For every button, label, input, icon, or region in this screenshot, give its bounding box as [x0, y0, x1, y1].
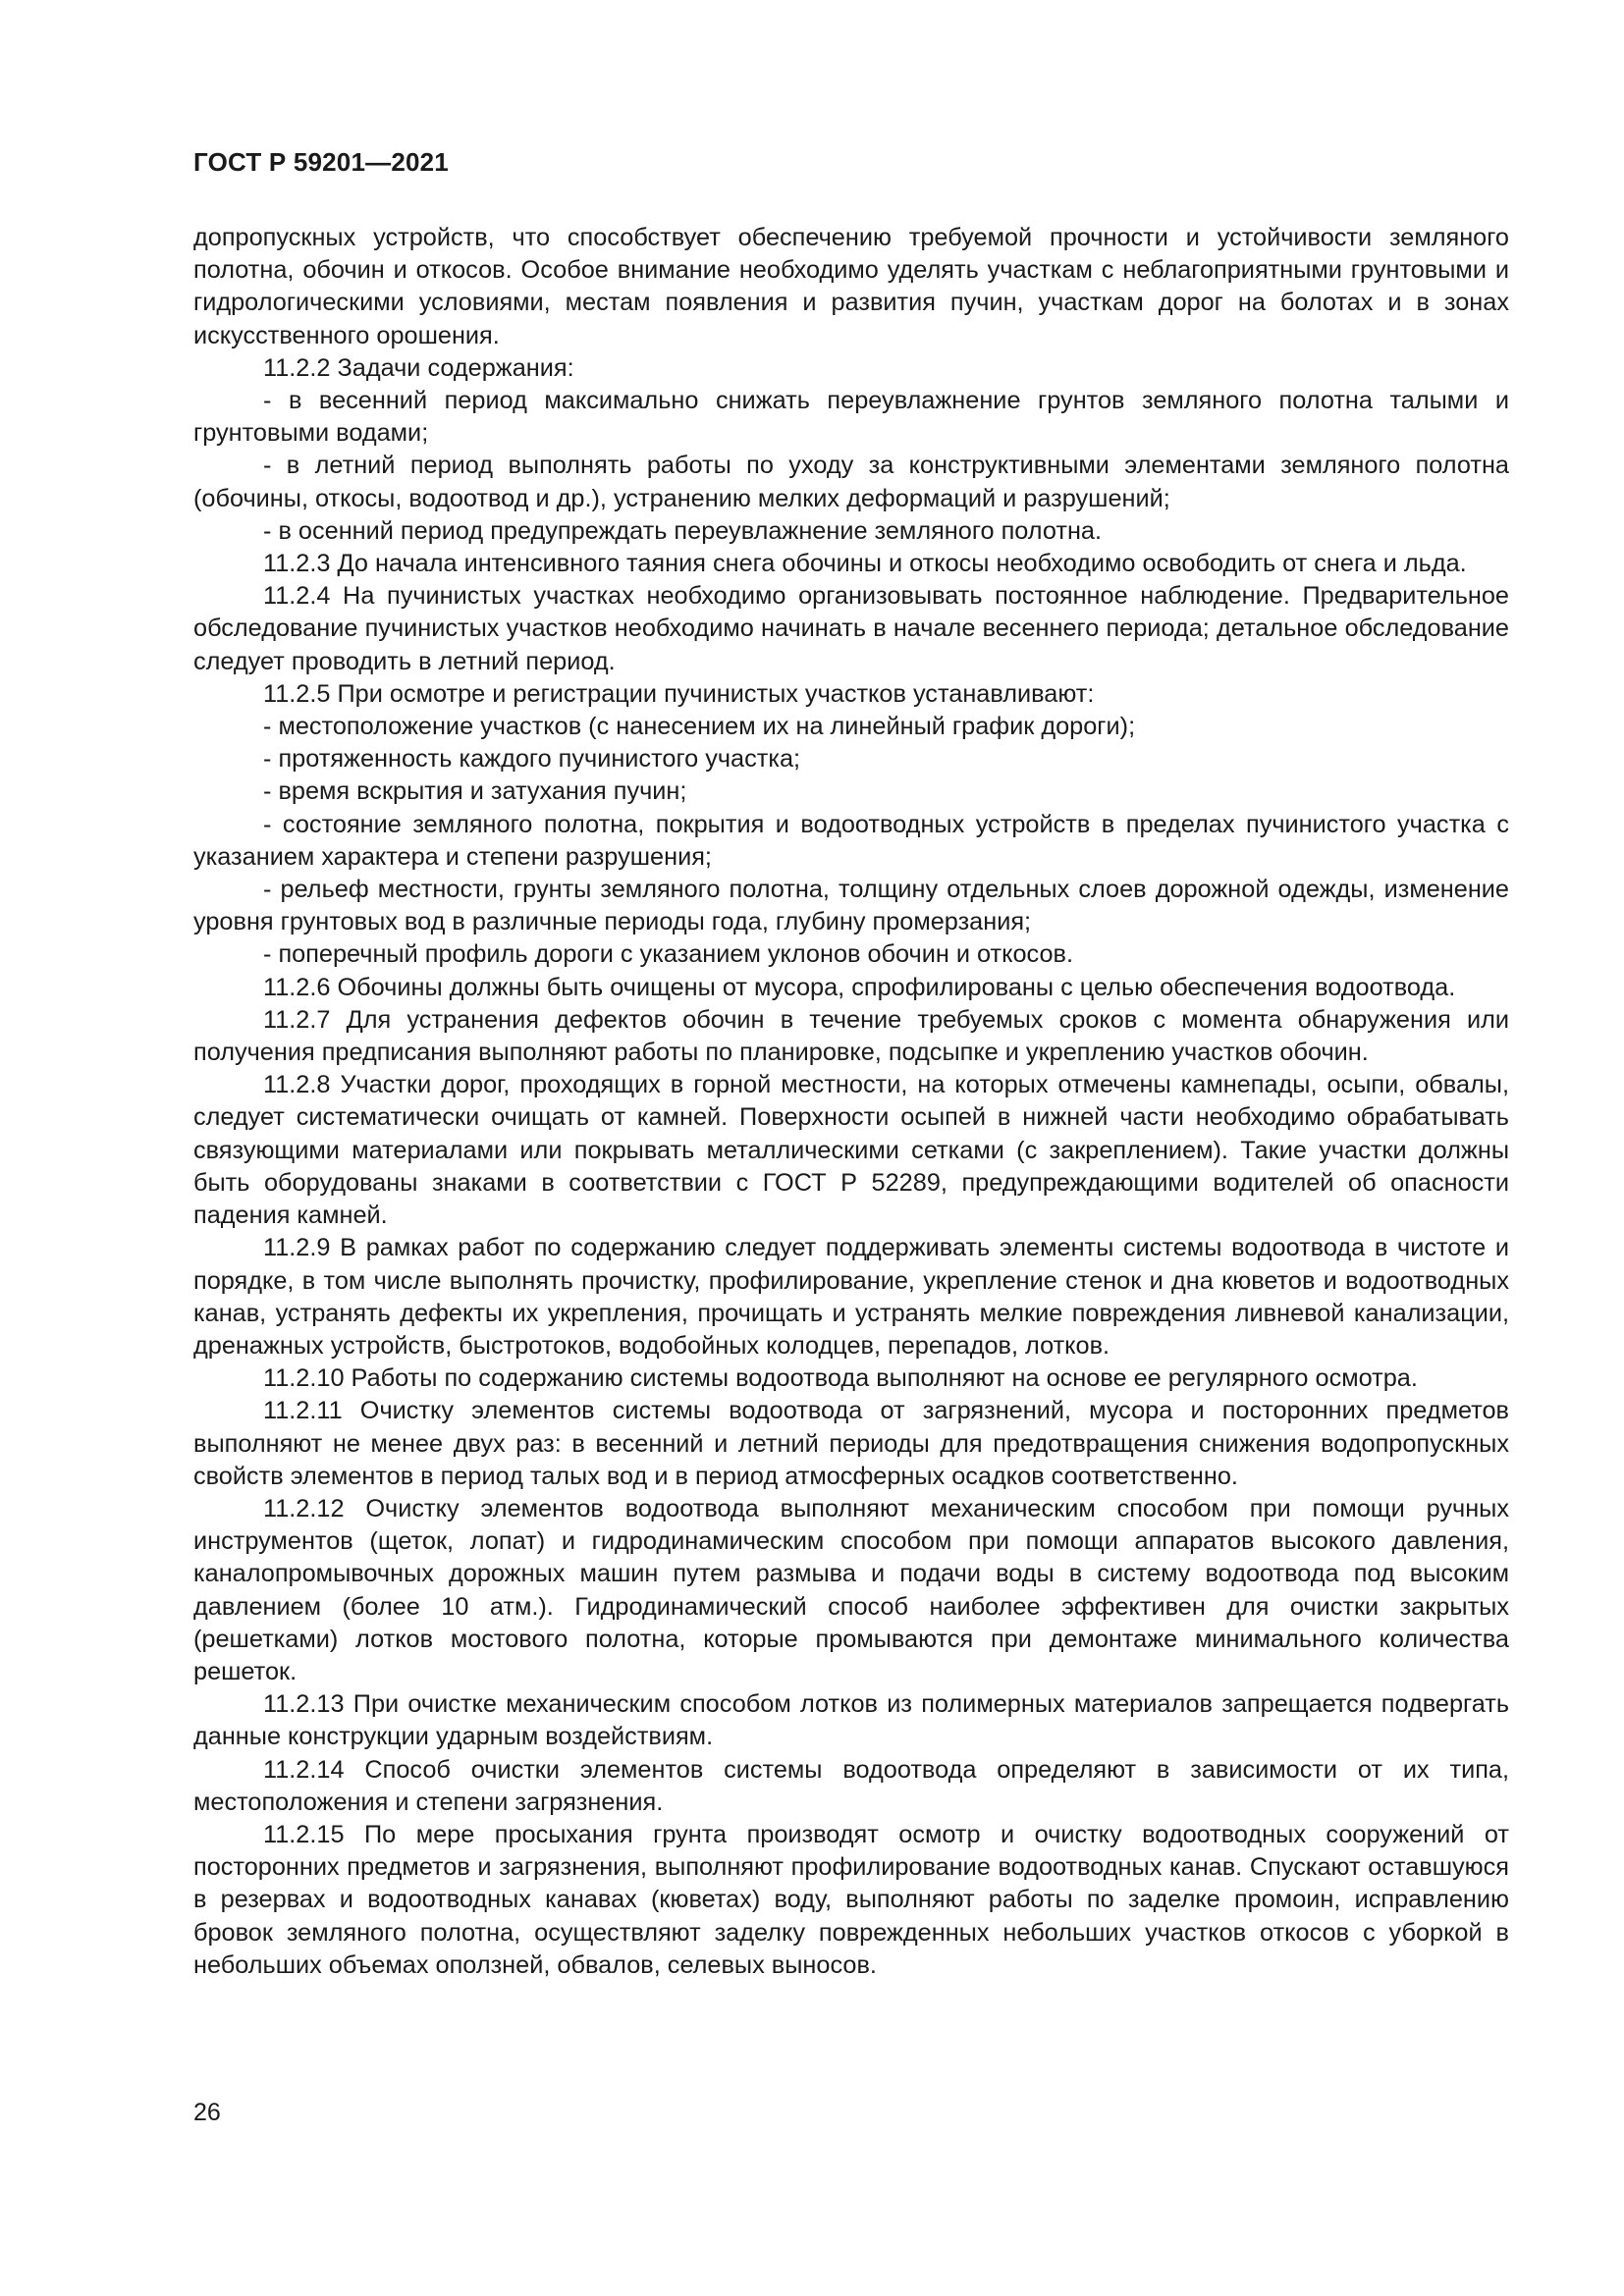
clause-11-2-4: 11.2.4 На пучинистых участках необходимо организовывать постоянное наблюдение. Предварительное обследование пучинистых участков необходимо начинать в начале весеннего периода; детальное обследование следует проводить в летний период.: [193, 582, 1509, 675]
clause-11-2-11: 11.2.11 Очистку элементов системы водоотвода от загрязнений, мусора и посторонних предметов выполняют не менее двух раз: в весенний и летний периоды для предотвращения снижения водопропускных свойств элементов в период талых вод и в период атмосферных осадков соответственно.: [193, 1397, 1509, 1490]
list-item: - протяженность каждого пучинистого участка;: [263, 745, 801, 774]
clause-11-2-8: 11.2.8 Участки дорог, проходящих в горной местности, на которых отмечены камнепады, осыпи, обвалы, следует систематически очищать от камней. Поверхности осыпей в нижней части необходимо обрабатывать связующими материалами или покрывать металлическими сетками (с закреплением). Такие участки должны быть оборудованы знаками в соответствии с ГОСТ Р 52289, предупреждающими водителей об опасности падения камней.: [193, 1071, 1509, 1230]
clause-11-2-5: 11.2.5 При осмотре и регистрации пучинистых участков устанавливают:: [263, 679, 1095, 708]
clause-11-2-12: 11.2.12 Очистку элементов водоотвода выполняют механическим способом при помощи ручных инструментов (щеток, лопат) и гидродинамическим способом при помощи аппаратов высокого давления, каналопромывочных дорожных машин путем размыва и подачи воды в систему водоотвода под высоким давлением (более 10 атм.). Гидродинамический способ наиболее эффективен для очистки закрытых (решетками) лотков мостового полотна, которые промываются при демонтаже минимального количества решеток.: [193, 1494, 1509, 1685]
list-item: - в летний период выполнять работы по уходу за конструктивными элементами земляного полотна (обочины, откосы, водоотвод и др.), устранению мелких деформаций и разрушений;: [193, 452, 1509, 512]
list-item: - время вскрытия и затухания пучин;: [263, 777, 687, 806]
document-header: ГОСТ Р 59201—2021: [193, 147, 449, 177]
list-item: - в весенний период максимально снижать переувлажнение грунтов земляного полотна талыми и грунтовыми водами;: [193, 387, 1509, 448]
clause-11-2-3: 11.2.3 До начала интенсивного таяния снега обочины и откосы необходимо освободить от снега и льда.: [263, 550, 1467, 578]
clause-11-2-6: 11.2.6 Обочины должны быть очищены от мусора, спрофилированы с целью обеспечения водоотвода.: [263, 973, 1456, 1001]
document-body: [193, 222, 1509, 1982]
clause-11-2-14: 11.2.14 Способ очистки элементов системы водоотвода определяют в зависимости от их типа, местоположения и степени загрязнения.: [193, 1755, 1509, 1816]
clause-11-2-2: 11.2.2 Задачи содержания:: [263, 353, 574, 382]
clause-11-2-13: 11.2.13 При очистке механическим способом лотков из полимерных материалов запрещается подвергать данные конструкции ударным воздействиям.: [193, 1690, 1509, 1751]
paragraph-continuation: допропускных устройств, что способствует обеспечению требуемой прочности и устойчивости земляного полотна, обочин и откосов. Особое внимание необходимо уделять участкам с неблагоприятными грунтовыми и гидрологическими условиями, местам появления и развития пучин, участкам дорог на болотах и в зонах искусственного орошения.: [193, 224, 1509, 349]
list-item: - поперечный профиль дороги с указанием уклонов обочин и откосов.: [263, 940, 1074, 969]
list-item: - местоположение участков (с нанесением их на линейный график дороги);: [263, 713, 1136, 741]
list-item: - состояние земляного полотна, покрытия и водоотводных устройств в пределах пучинистого участка с указанием характера и степени разрушения;: [193, 810, 1509, 871]
clause-11-2-15: 11.2.15 По мере просыхания грунта производят осмотр и очистку водоотводных сооружений от посторонних предметов и загрязнения, выполняют профилирование водоотводных канав. Спускают оставшуюся в резервах и водоотводных канавах (кюветах) воду, выполняют работы по заделке промоин, исправлению бровок земляного полотна, осуществляют заделку поврежденных небольших участков откосов с уборкой в небольших объемах оползней, обвалов, селевых выносов.: [193, 1820, 1509, 1979]
list-item: - в осенний период предупреждать переувлажнение земляного полотна.: [263, 516, 1103, 545]
page-number: 26: [193, 2099, 221, 2126]
clause-11-2-9: 11.2.9 В рамках работ по содержанию следует поддерживать элементы системы водоотвода в чистоте и порядке, в том числе выполнять прочистку, профилирование, укрепление стенок и дна кюветов и водоотводных канав, устранять дефекты их укрепления, прочищать и устранять мелкие повреждения ливневой канализации, дренажных устройств, быстротоков, водобойных колодцев, перепадов, лотков.: [193, 1234, 1509, 1360]
clause-11-2-7: 11.2.7 Для устранения дефектов обочин в течение требуемых сроков с момента обнаружения или получения предписания выполняют работы по планировке, подсыпке и укреплению участков обочин.: [193, 1005, 1509, 1067]
clause-11-2-10: 11.2.10 Работы по содержанию системы водоотвода выполняют на основе ее регулярного осмотра.: [263, 1364, 1418, 1393]
list-item: - рельеф местности, грунты земляного полотна, толщину отдельных слоев дорожной одежды, изменение уровня грунтовых вод в различные периоды года, глубину промерзания;: [193, 876, 1509, 936]
